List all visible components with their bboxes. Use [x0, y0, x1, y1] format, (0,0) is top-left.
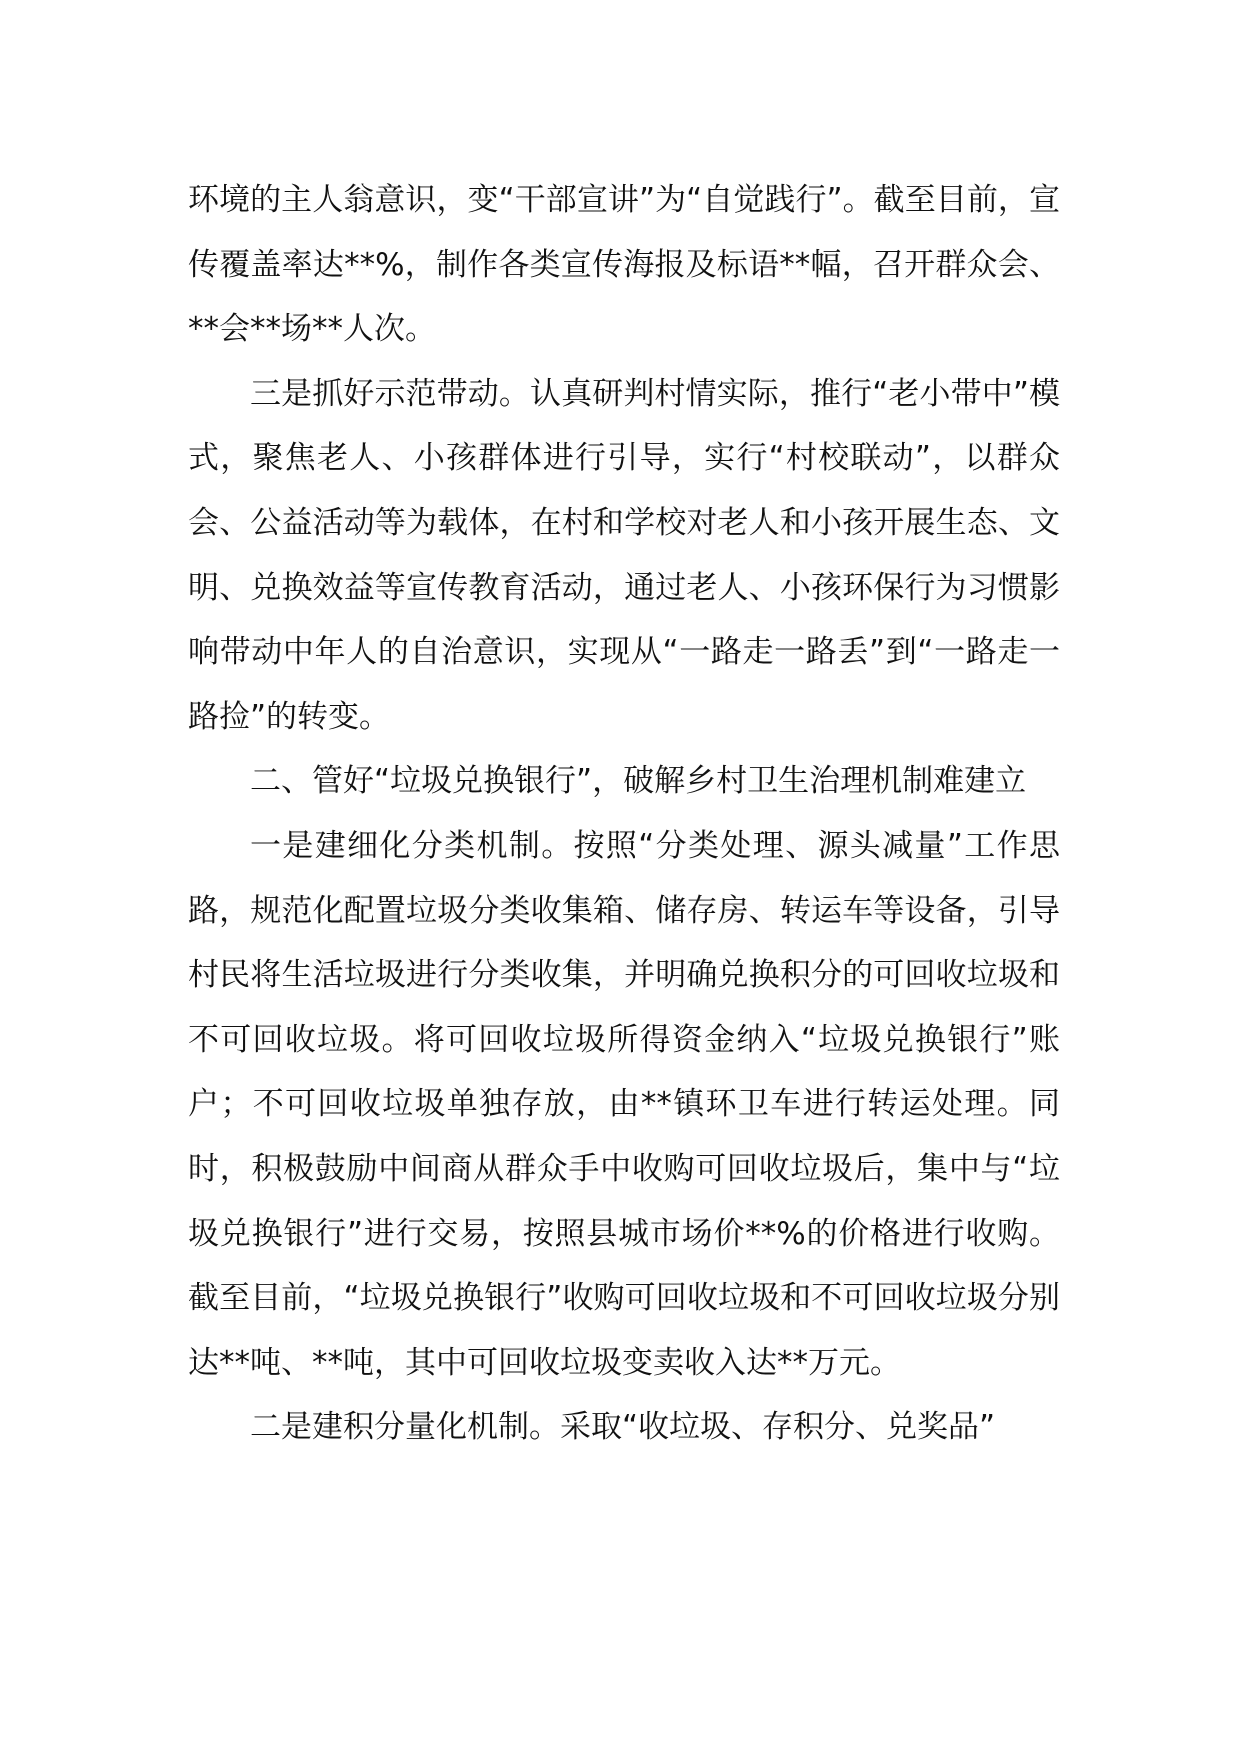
- paragraph-continuation: 环境的主人翁意识，变“干部宣讲”为“自觉践行”。截至目前，宣传覆盖率达**%，制作各类宣传海报及标语**幅，召开群众会、**会**场**人次。: [188, 182, 1060, 348]
- document-body: [188, 168, 1060, 1460]
- paragraph-point-two-points: 二是建积分量化机制。采取“收垃圾、存积分、兑奖品”: [250, 1409, 996, 1446]
- paragraph-point-one-classification: 一是建细化分类机制。按照“分类处理、源头减量”工作思路，规范化配置垃圾分类收集箱、储存房、转运车等设备，引导村民将生活垃圾进行分类收集，并明确兑换积分的可回收垃圾和不可回收垃圾。将可回收垃圾所得资金纳入“垃圾兑换银行”账户；不可回收垃圾单独存放，由**镇环卫车进行转运处理。同时，积极鼓励中间商从群众手中收购可回收垃圾后，集中与“垃圾兑换银行”进行交易，按照县城市场价**%的价格进行收购。截至目前，“垃圾兑换银行”收购可回收垃圾和不可回收垃圾分别达**吨、**吨，其中可回收垃圾变卖收入达**万元。: [188, 827, 1060, 1381]
- section-heading-two: 二、管好“垃圾兑换银行”，破解乡村卫生治理机制难建立: [250, 763, 1027, 800]
- paragraph-point-three-demonstration: 三是抓好示范带动。认真研判村情实际，推行“老小带中”模式，聚焦老人、小孩群体进行引导，实行“村校联动”，以群众会、公益活动等为载体，在村和学校对老人和小孩开展生态、文明、兑换效益等宣传教育活动，通过老人、小孩环保行为习惯影响带动中年人的自治意识，实现从“一路走一路丢”到“一路走一路捡”的转变。: [188, 375, 1060, 735]
